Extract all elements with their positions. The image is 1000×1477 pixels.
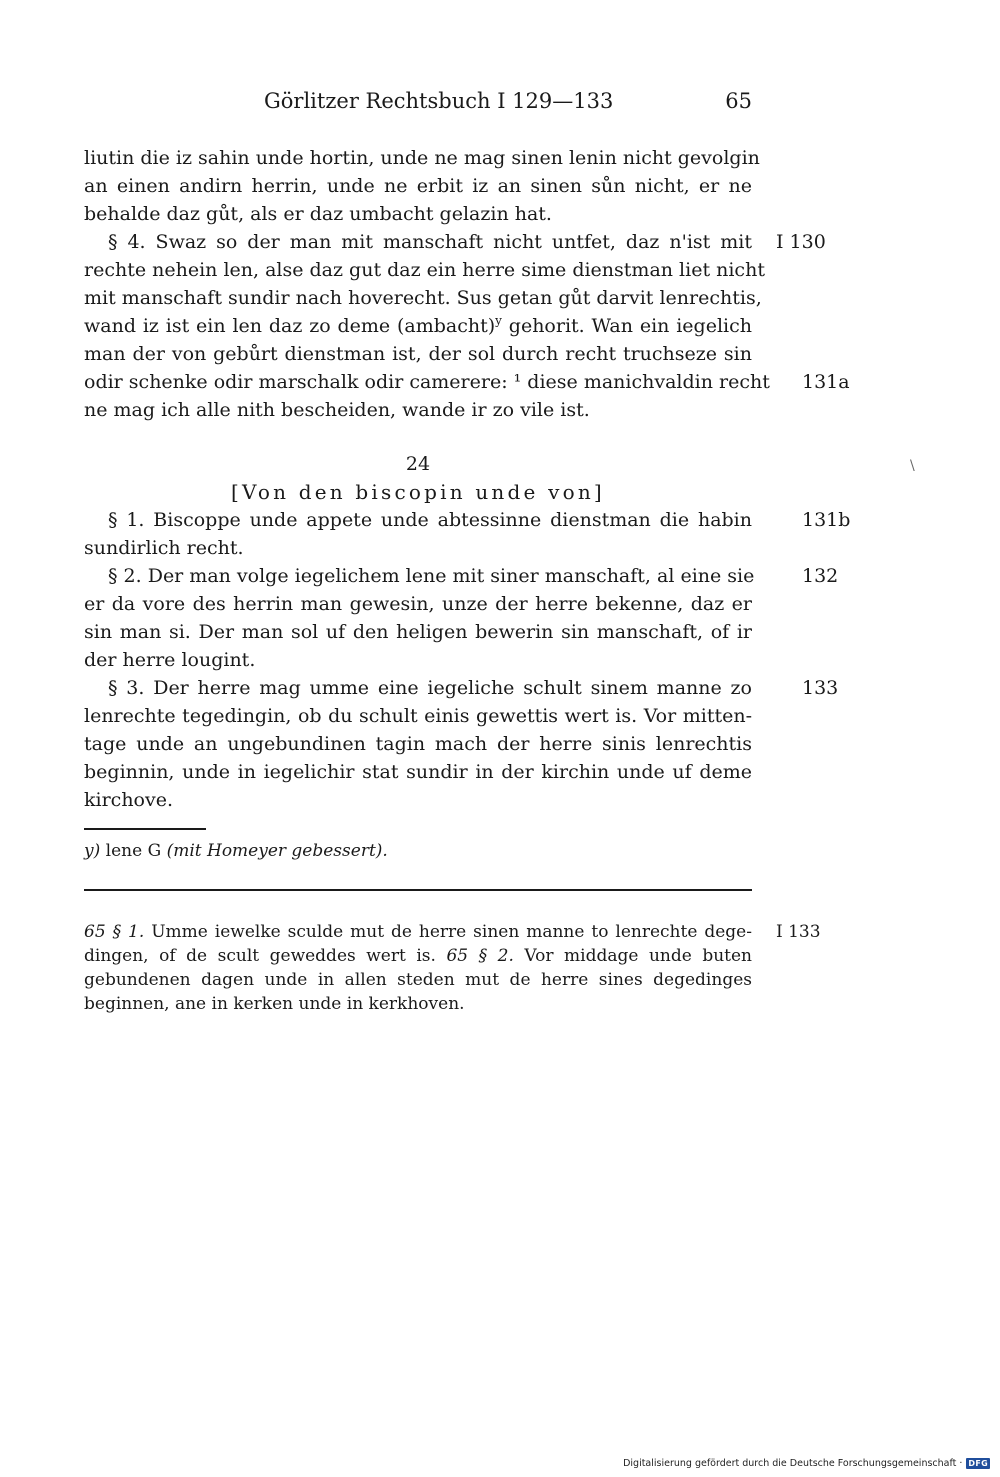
text-line: er da vore des herrin man gewesin, unze der herre bekenne, daz er [84, 593, 752, 615]
footnote-note: (mit Homeyer gebessert). [166, 841, 388, 861]
footnote [84, 838, 388, 864]
text-line: lenrechte tegedingin, ob du schult einis gewettis wert is. Vor mitten- [84, 705, 752, 727]
footnote-marker: y) [84, 841, 101, 861]
text-line [84, 312, 752, 340]
running-title: Görlitzer Rechtsbuch I 129—133 [264, 89, 614, 113]
text-line: ne mag ich alle nith bescheiden, wande ir zo vile ist. [84, 399, 590, 421]
text-span: Vor middage unde buten [513, 946, 752, 966]
margin-reference: 131b [802, 509, 851, 531]
text-span: § 4. Swaz so der man mit manschaft nicht untfet, daz n'ist mit [108, 231, 752, 253]
appendix-reference: 65 § 1. [84, 922, 145, 942]
margin-reference: 131a [802, 371, 850, 393]
appendix-line: beginnen, ane in kerken unde in kerkhoven. [84, 994, 465, 1014]
text-line: behalde daz gůt, als er daz umbacht gelazin hat. [84, 203, 552, 225]
text-span: odir schenke odir marschalk odir camerere: ¹ diese manichvaldin recht [84, 371, 770, 393]
text-line: mit manschaft sundir nach hoverecht. Sus getan gůt darvit lenrechtis, [84, 287, 762, 309]
margin-reference: I 130 [776, 231, 826, 253]
stray-mark: \ [910, 458, 915, 474]
margin-reference: 133 [802, 677, 839, 699]
credit-text: Digitalisierung gefördert durch die Deutsche Forschungsgemeinschaft · [623, 1458, 963, 1469]
text-line: der herre lougint. [84, 649, 256, 671]
digitization-credit [623, 1458, 990, 1469]
appendix-line: gebundenen dagen unde in allen steden mut de herre sines degedinges [84, 970, 752, 990]
text-span: § 2. Der man volge iegelichem lene mit siner manschaft, al eine sie [108, 565, 755, 587]
appendix-line [84, 944, 752, 968]
appendix-text [84, 920, 821, 1016]
section-1-line [84, 506, 851, 534]
text-span: dingen, of de scult geweddes wert is. [84, 946, 447, 966]
text-line: sundirlich recht. [84, 537, 244, 559]
margin-reference: I 133 [776, 922, 821, 942]
paragraph-4-line [84, 228, 826, 256]
section-3-line [84, 674, 839, 702]
margin-reference: 132 [802, 565, 839, 587]
text-line: sin man si. Der man sol uf den heligen bewerin sin manschaft, of ir [84, 621, 752, 643]
text-line: tage unde an ungebundinen tagin mach der herre sinis lenrechtis [84, 733, 752, 755]
footnote-marker: y [495, 313, 502, 328]
main-text [84, 144, 850, 424]
text-span: gehorit. Wan ein iegelich [501, 315, 752, 337]
text-line: beginnin, unde in iegelichir stat sundir in der kirchin unde uf deme [84, 761, 752, 783]
chapter-text [84, 506, 851, 814]
text-line: liutin die iz sahin unde hortin, unde ne mag sinen lenin nicht gevolgin [84, 147, 760, 169]
appendix-reference: 65 § 2. [446, 946, 514, 966]
text-span: § 3. Der herre mag umme eine iegeliche schult sinem manne zo [108, 677, 752, 699]
text-line: an einen andirn herrin, unde ne erbit iz an sinen sůn nicht, er ne [84, 175, 752, 197]
chapter-number: 24 [405, 453, 431, 475]
section-2-line [84, 562, 839, 590]
text-line: man der von gebůrt dienstman ist, der sol durch recht truchseze sin [84, 343, 752, 365]
footnote-text: lene G [100, 841, 167, 861]
page-number: 65 [725, 89, 752, 113]
text-line: rechte nehein len, alse daz gut daz ein herre sime dienstman liet nicht [84, 259, 765, 281]
dfg-logo-icon: DFG [968, 1459, 988, 1468]
text-span: wand iz ist ein len daz zo deme (ambacht) [84, 315, 496, 337]
text-span: § 1. Biscoppe unde appete unde abtessinne dienstman die habin [108, 509, 752, 531]
paragraph-4-line [84, 368, 850, 396]
separator-rule [84, 889, 752, 891]
appendix-line [84, 920, 821, 944]
chapter-title: [Von den biscopin unde von] [231, 480, 605, 504]
footnote-rule [84, 828, 206, 830]
text-span: Umme iewelke sculde mut de herre sinen manne to lenrechte dege- [144, 922, 752, 942]
text-line: kirchove. [84, 789, 174, 811]
